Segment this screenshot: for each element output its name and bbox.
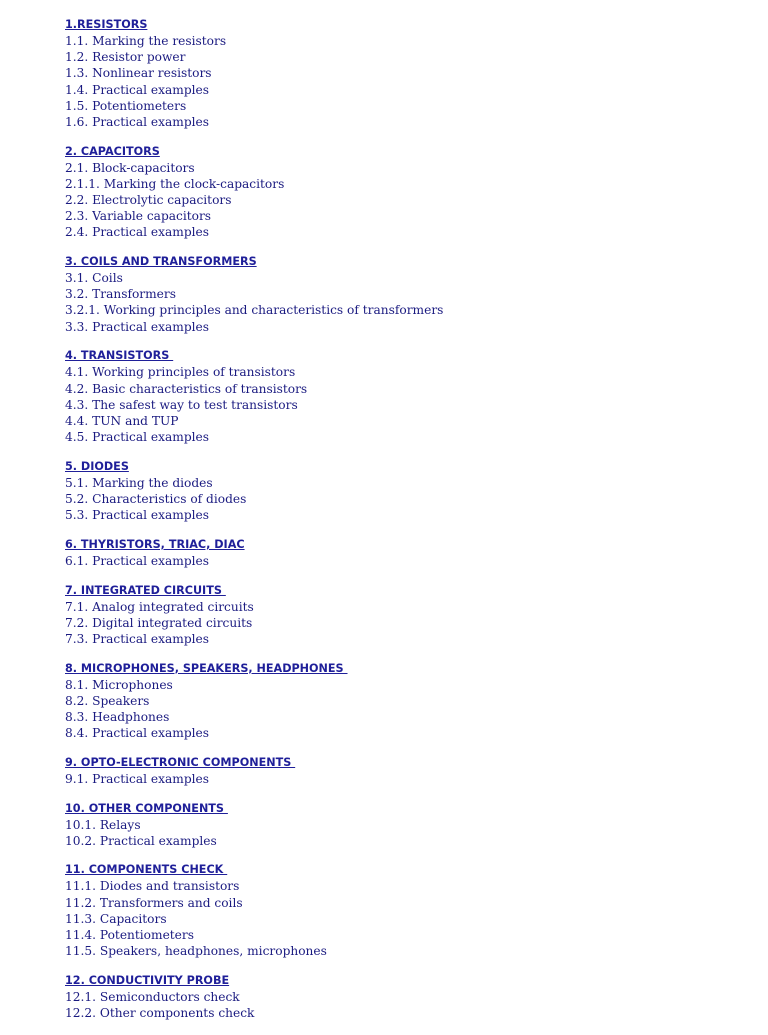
toc-item: 7.1. Analog integrated circuits — [65, 599, 254, 614]
toc-item: 1.5. Potentiometers — [65, 98, 187, 113]
toc-item: 3.2. Transformers — [65, 287, 176, 302]
toc-section — [65, 254, 745, 335]
toc-section — [65, 459, 745, 524]
toc-item: 6.1. Practical examples — [65, 553, 209, 568]
section-heading-link[interactable]: 2. CAPACITORS — [65, 144, 160, 158]
toc-item: 3.3. Practical examples — [65, 319, 209, 334]
section-heading-link[interactable]: 12. CONDUCTIVITY PROBE — [65, 973, 230, 987]
toc-item: 4.4. TUN and TUP — [65, 413, 179, 428]
section-heading-link[interactable]: 9. OPTO-ELECTRONIC COMPONENTS — [65, 755, 296, 769]
toc-section — [65, 17, 745, 130]
toc-item: 2.1. Block-capacitors — [65, 160, 195, 175]
toc-item: 12.1. Semiconductors check — [65, 989, 240, 1004]
toc-item: 8.4. Practical examples — [65, 726, 209, 741]
toc-item: 9.1. Practical examples — [65, 771, 209, 786]
toc-item: 11.1. Diodes and transistors — [65, 879, 240, 894]
toc-section — [65, 348, 745, 445]
toc-item: 10.1. Relays — [65, 817, 141, 832]
toc-item: 1.6. Practical examples — [65, 114, 209, 129]
section-heading-link[interactable]: 7. INTEGRATED CIRCUITS — [65, 583, 226, 597]
toc-item: 5.1. Marking the diodes — [65, 475, 213, 490]
toc-item: 11.2. Transformers and coils — [65, 895, 243, 910]
toc-item: 3.1. Coils — [65, 271, 123, 286]
toc-item: 7.2. Digital integrated circuits — [65, 615, 253, 630]
toc-item: 2.3. Variable capacitors — [65, 209, 212, 224]
toc-section — [65, 537, 745, 569]
toc-item: 4.3. The safest way to test transistors — [65, 397, 298, 412]
toc-section — [65, 661, 745, 742]
toc-section — [65, 755, 745, 787]
toc-item: 8.1. Microphones — [65, 677, 173, 692]
toc-item: 4.2. Basic characteristics of transistors — [65, 381, 308, 396]
toc-section — [65, 583, 745, 648]
toc-item: 1.2. Resistor power — [65, 50, 186, 65]
section-heading-link[interactable]: 1.RESISTORS — [65, 18, 148, 31]
toc-item: 2.1.1. Marking the clock-capacitors — [65, 176, 285, 191]
section-heading-link[interactable]: 4. TRANSISTORS — [65, 349, 174, 363]
toc-item: 8.2. Speakers — [65, 693, 150, 708]
toc-item: 1.3. Nonlinear resistors — [65, 66, 212, 81]
toc-section — [65, 862, 745, 959]
table-of-contents — [65, 17, 745, 1035]
toc-item: 11.5. Speakers, headphones, microphones — [65, 944, 327, 959]
toc-item: 1.1. Marking the resistors — [65, 34, 227, 48]
toc-item: 5.3. Practical examples — [65, 508, 209, 523]
section-heading-link[interactable]: 11. COMPONENTS CHECK — [65, 863, 228, 877]
section-heading-link[interactable]: 5. DIODES — [65, 459, 129, 473]
toc-item: 3.2.1. Working principles and characteristics of transformers — [65, 303, 444, 318]
toc-item: 1.4. Practical examples — [65, 82, 209, 97]
toc-item: 10.2. Practical examples — [65, 833, 217, 848]
toc-section — [65, 144, 745, 241]
toc-item: 8.3. Headphones — [65, 709, 170, 724]
toc-item: 11.3. Capacitors — [65, 911, 167, 926]
toc-item: 5.2. Characteristics of diodes — [65, 491, 247, 506]
toc-section — [65, 801, 745, 849]
toc-item: 12.2. Other components check — [65, 1006, 255, 1020]
section-heading-link[interactable]: 10. OTHER COMPONENTS — [65, 801, 228, 815]
toc-item: 2.4. Practical examples — [65, 225, 209, 240]
toc-item: 11.4. Potentiometers — [65, 927, 194, 942]
toc-item: 2.2. Electrolytic capacitors — [65, 193, 232, 207]
section-heading-link[interactable]: 8. MICROPHONES, SPEAKERS, HEADPHONES — [65, 661, 348, 675]
toc-item: 7.3. Practical examples — [65, 631, 209, 646]
toc-item: 4.1. Working principles of transistors — [65, 365, 296, 380]
toc-section — [65, 973, 745, 1021]
toc-item: 4.5. Practical examples — [65, 430, 209, 445]
section-heading-link[interactable]: 6. THYRISTORS, TRIAC, DIAC — [65, 537, 245, 551]
section-heading-link[interactable]: 3. COILS AND TRANSFORMERS — [65, 255, 257, 269]
